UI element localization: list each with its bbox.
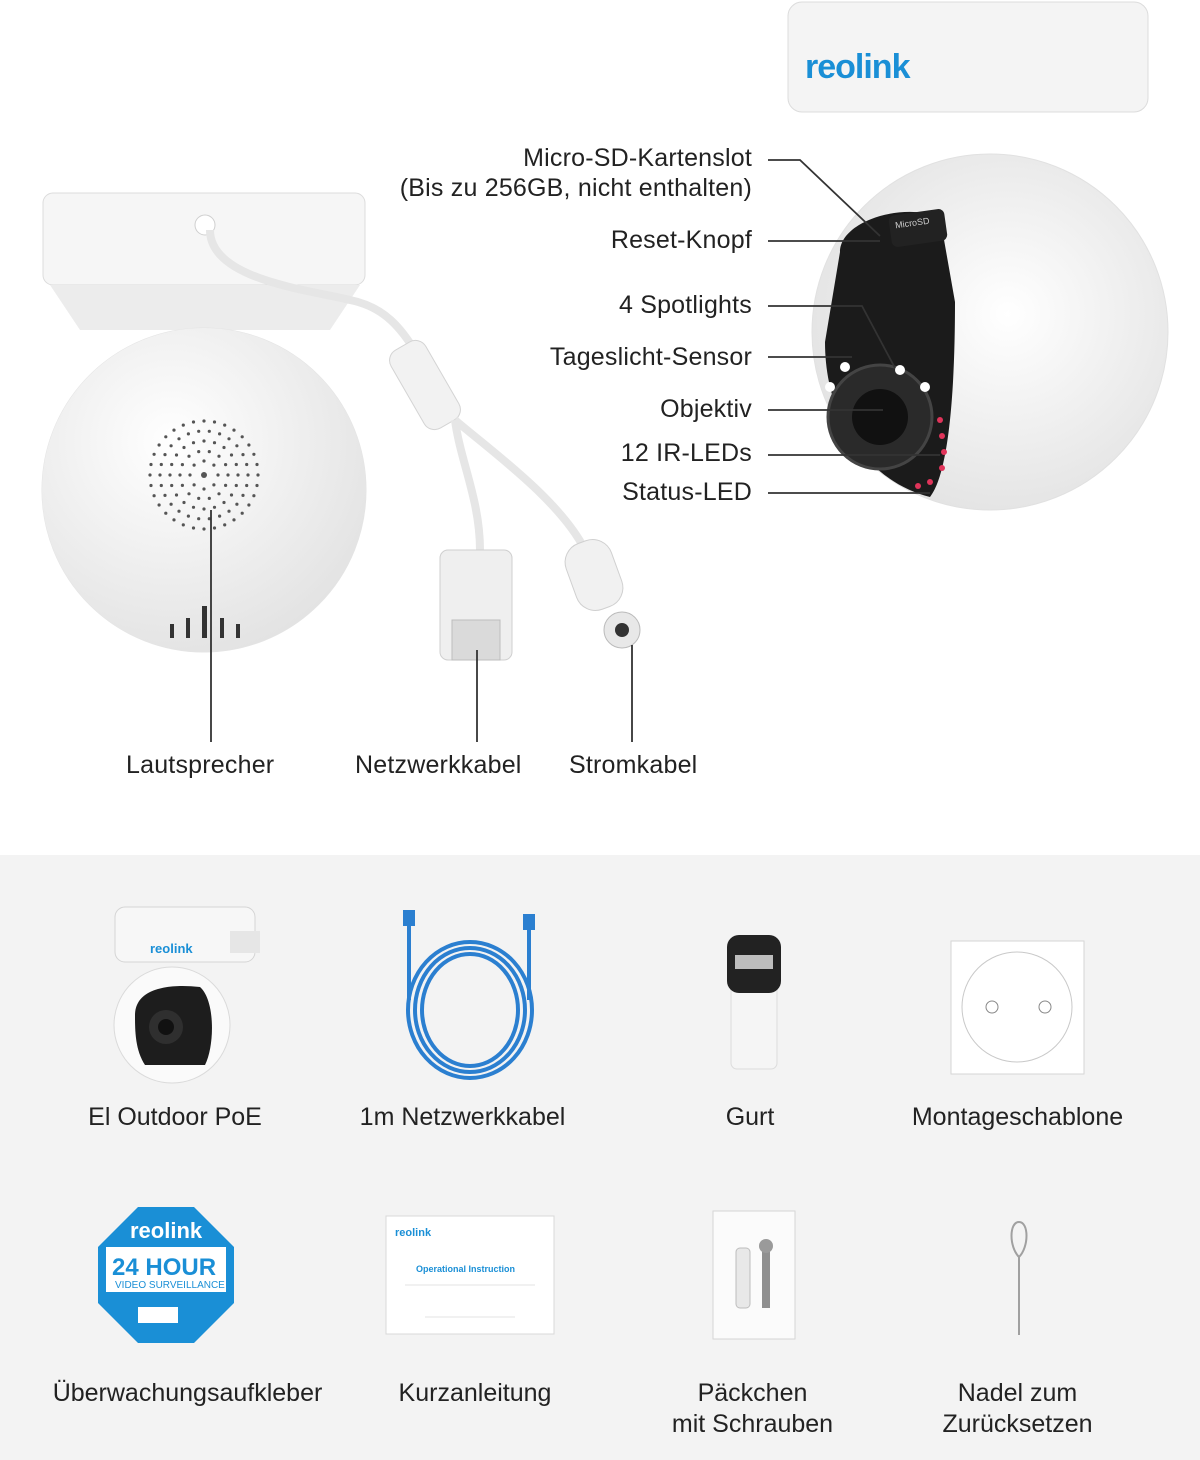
callout-microsd-note: (Bis zu 256GB, nicht enthalten) (399, 174, 752, 202)
package-item-label: Gurt (725, 1103, 775, 1131)
sticker-brand: reolink (130, 1218, 203, 1243)
camera-icon (110, 905, 260, 1085)
sticker-headline: 24 HOUR (112, 1254, 217, 1281)
brand-logo-package: reolink (150, 941, 193, 956)
package-item-label: Kurzanleitung (398, 1379, 552, 1407)
callout-lens: Objektiv (660, 395, 752, 423)
package-item-label: Montageschablone (911, 1103, 1124, 1131)
callout-microsd: Micro-SD-Kartenslot (523, 144, 752, 172)
callout-daylight-sensor: Tageslicht-Sensor (549, 343, 752, 371)
callout-network-cable: Netzwerkkabel (355, 751, 522, 779)
callout-status-led: Status-LED (622, 478, 752, 506)
brand-logo-top: reolink (805, 48, 910, 86)
package-item-label (905, 1378, 1130, 1440)
reset-needle-icon (1004, 1217, 1034, 1337)
package-item-label: 1m Netzwerkkabel (359, 1103, 566, 1131)
manual-brand: reolink (395, 1227, 432, 1239)
package-item-label-line2: mit Schrauben (671, 1410, 834, 1438)
package-item-label-line1: Päckchen (697, 1379, 808, 1407)
package-item-label: El Outdoor PoE (88, 1103, 262, 1131)
callout-spotlights: 4 Spotlights (618, 291, 752, 319)
screws-icon (712, 1210, 796, 1340)
mounting-template-icon (950, 940, 1085, 1075)
sticker-subline: VIDEO SURVEILLANCE (115, 1280, 225, 1291)
package-contents (0, 855, 1200, 1460)
callout-ir-leds: 12 IR-LEDs (620, 439, 752, 467)
package-item-label-line2: Zurücksetzen (942, 1410, 1093, 1438)
package-item-label-line1: Nadel zum (957, 1379, 1078, 1407)
callout-speaker: Lautsprecher (126, 751, 275, 779)
manual-title: Operational Instruction (416, 1264, 516, 1274)
network-cable-icon (395, 910, 555, 1090)
package-item-label: Überwachungsaufkleber (52, 1379, 323, 1407)
microsd-tag: MicroSD (894, 215, 931, 231)
callout-reset: Reset-Knopf (610, 226, 752, 254)
callout-power-cable: Stromkabel (569, 751, 698, 779)
strap-icon (725, 935, 785, 1075)
package-item-label (640, 1378, 865, 1440)
